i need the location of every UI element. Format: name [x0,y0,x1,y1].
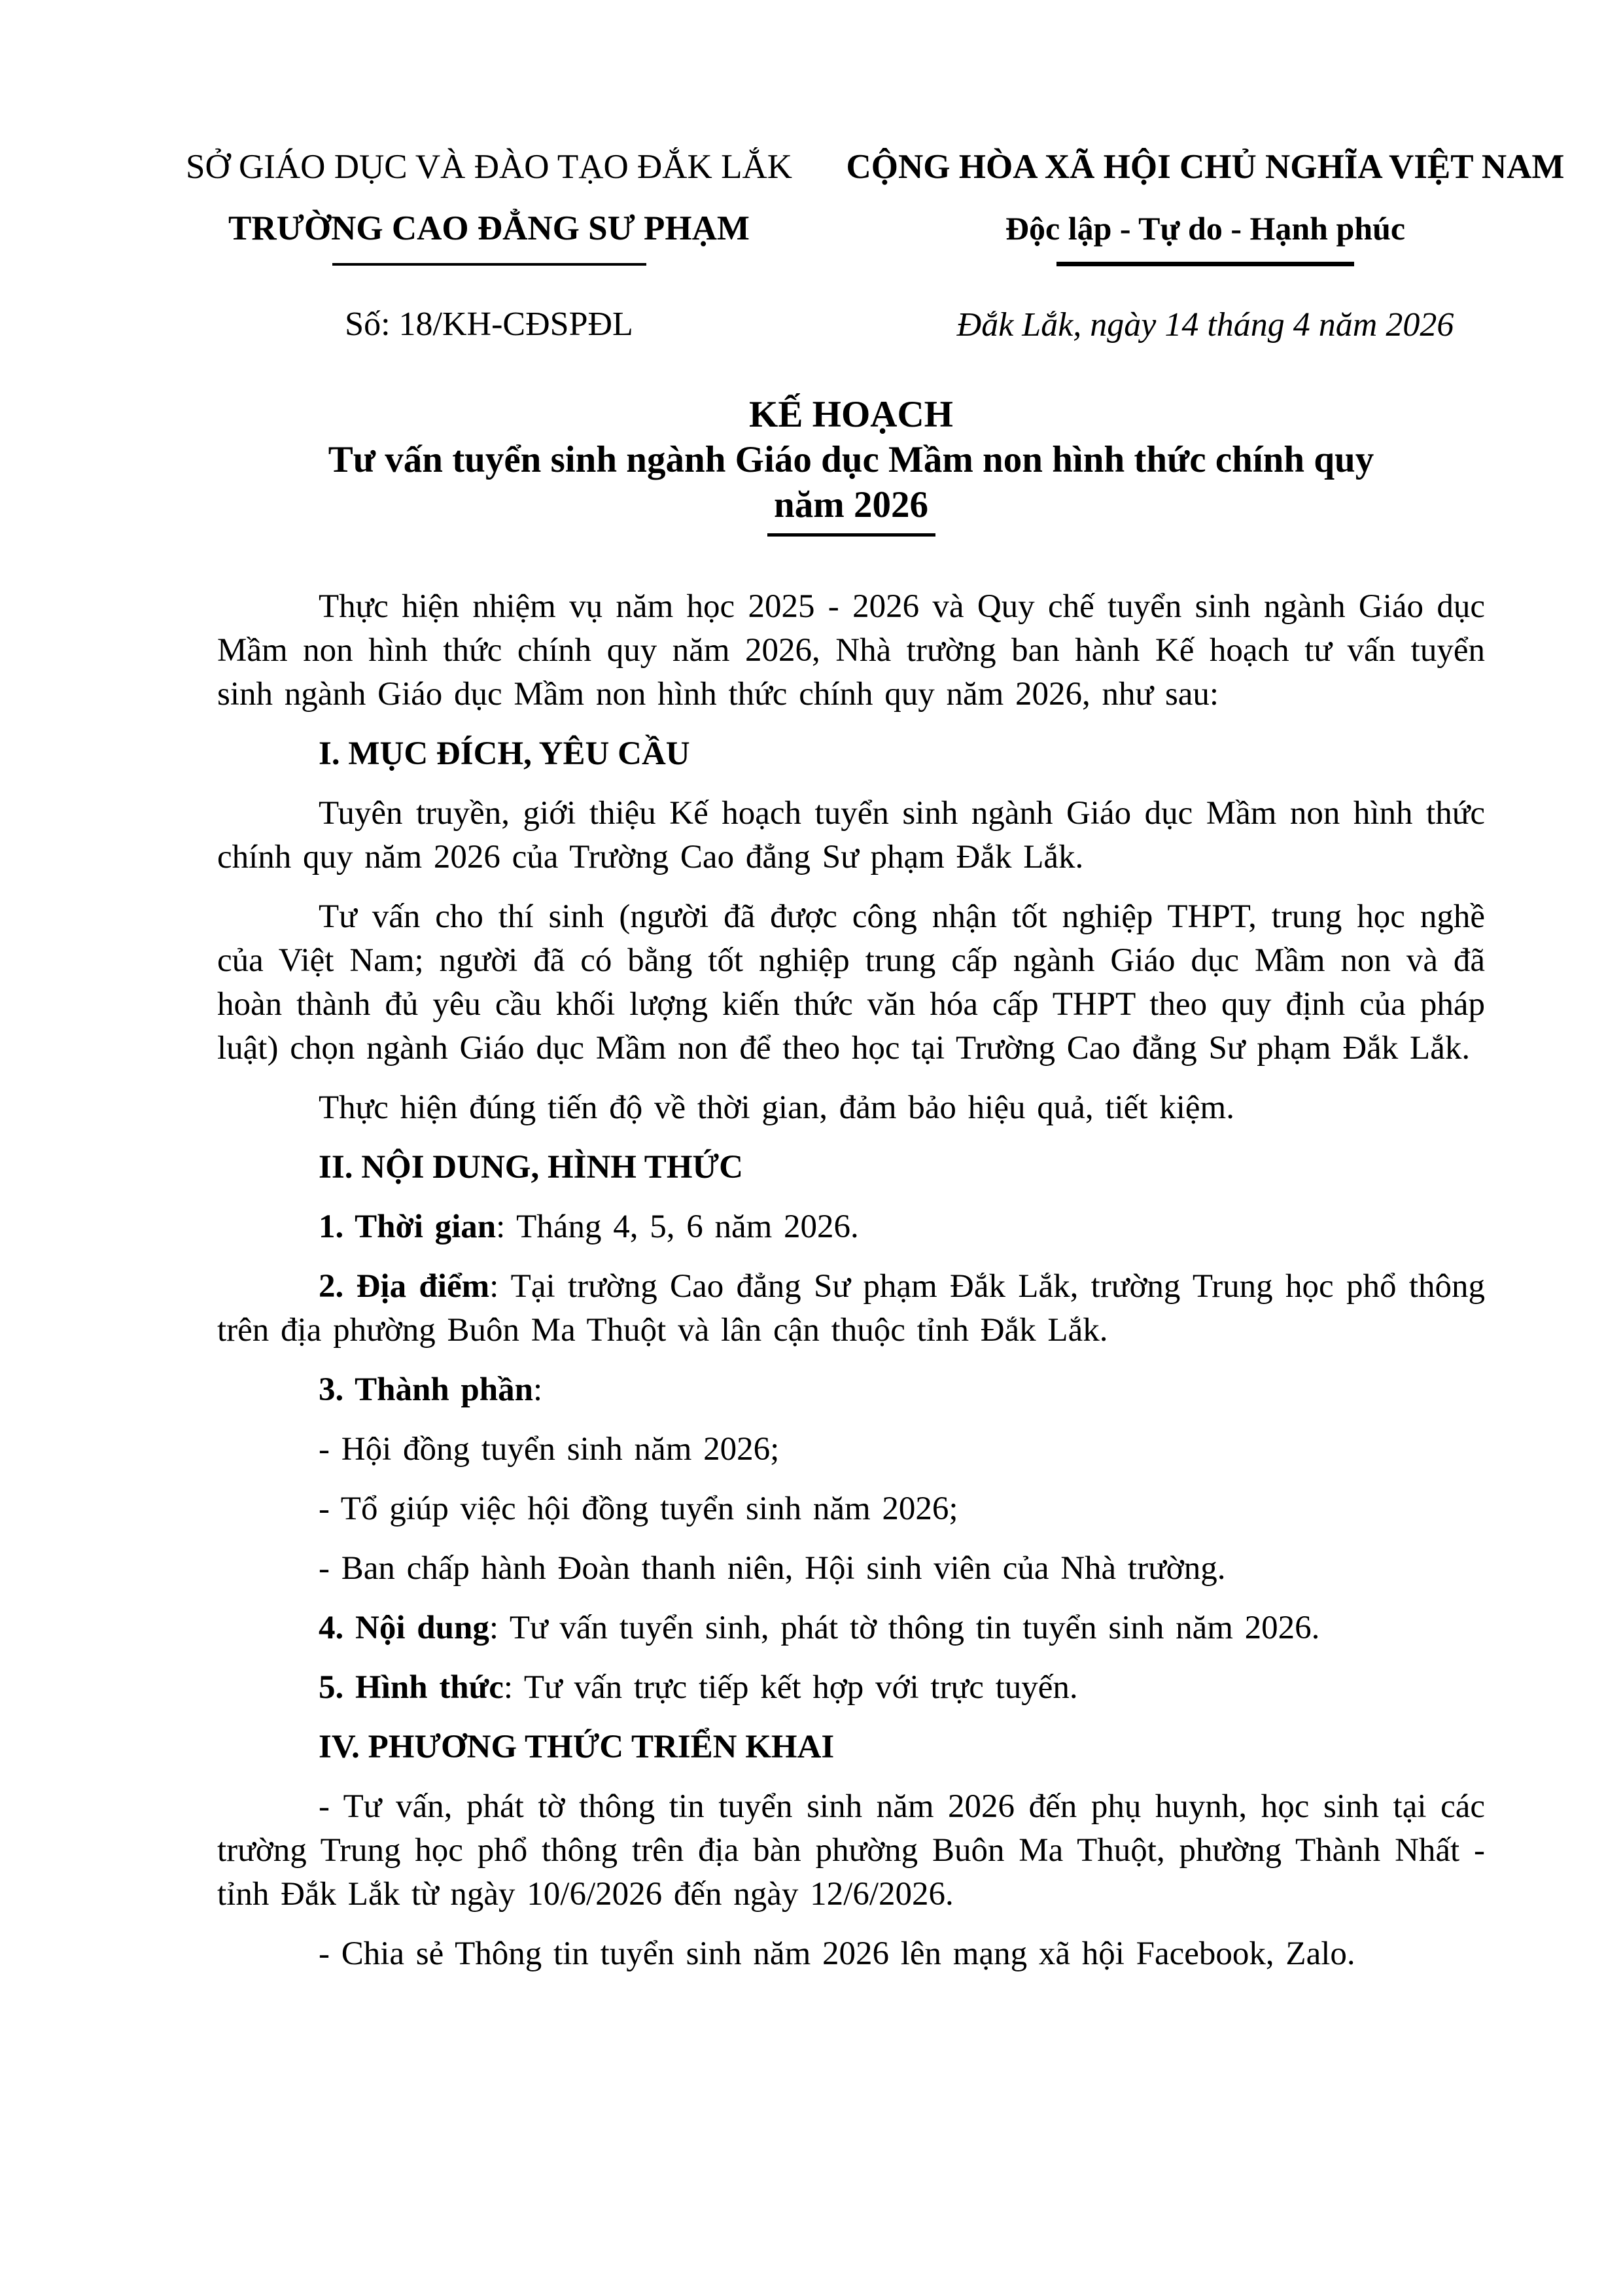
item-content-text: : Tư vấn tuyển sinh, phát tờ thông tin tuyển sinh năm 2026. [489,1610,1320,1646]
item-participants-text: : [533,1371,543,1408]
place-date-line: Đắk Lắk, ngày 14 tháng 4 năm 2026 [956,306,1454,344]
parent-agency-name: SỞ GIÁO DỤC VÀ ĐÀO TẠO ĐẮK LẮK [185,148,792,186]
school-name: TRƯỜNG CAO ĐẲNG SƯ PHẠM [228,209,750,247]
list-item-youth-union: - Ban chấp hành Đoàn thanh niên, Hội sinh viên của Nhà trường. [319,1550,1226,1587]
item-participants-label: 3. Thành phần [319,1371,534,1408]
title-underline [767,533,935,537]
section-heading-i: I. MỤC ĐÍCH, YÊU CẦU [319,735,690,772]
item-time-label: 1. Thời gian [319,1209,497,1245]
item-content [217,1606,1485,1650]
motto-underline [1056,262,1354,266]
paragraph-purpose-2: Tư vấn cho thí sinh (người đã được công nhận tốt nghiệp THPT, trung học nghề của Việt Nam; người đã có bằng tốt nghiệp trung cấp ngành Giáo dục Mầm non và đã hoàn thành đủ yêu cầu khối lượng kiến thức văn hóa cấp THPT theo quy định của pháp luật) chọn ngành Giáo dục Mầm non để theo học tại Trường Cao đẳng Sư phạm Đắk Lắk. [217,898,1485,1067]
list-item-consulting: - Tư vấn, phát tờ thông tin tuyển sinh năm 2026 đến phụ huynh, học sinh tại các trường Trung học phổ thông trên địa bàn phường Buôn Ma Thuột, phường Thành Nhất - tỉnh Đắk Lắk từ ngày 10/6/2026 đến ngày 12/6/2026. [217,1788,1485,1913]
title-line-1: KẾ HOẠCH [749,394,953,435]
item-location-label: 2. Địa điểm [319,1268,490,1305]
school-name-underline [332,263,646,266]
doc-number: Số: 18/KH-CĐSPĐL [345,306,633,343]
item-time-text: : Tháng 4, 5, 6 năm 2026. [496,1209,859,1245]
list-item-social-media: - Chia sẻ Thông tin tuyển sinh năm 2026 lên mạng xã hội Facebook, Zalo. [319,1935,1355,1972]
document-body [217,585,1485,1976]
item-format-text: : Tư vấn trực tiếp kết hợp với trực tuyến. [503,1669,1078,1706]
paragraph-purpose-1: Tuyên truyền, giới thiệu Kế hoạch tuyển sinh ngành Giáo dục Mầm non hình thức chính quy năm 2026 của Trường Cao đẳng Sư phạm Đắk Lắk. [217,795,1485,875]
item-participants [217,1368,1485,1412]
list-item-council: - Hội đồng tuyển sinh năm 2026; [319,1431,780,1468]
list-item-support-team: - Tổ giúp việc hội đồng tuyển sinh năm 2026; [319,1491,958,1527]
document-title [217,392,1485,537]
paragraph-purpose-3: Thực hiện đúng tiến độ về thời gian, đảm bảo hiệu quả, tiết kiệm. [319,1089,1234,1126]
national-motto: Độc lập - Tự do - Hạnh phúc [1005,210,1406,247]
title-line-3: năm 2026 [774,484,928,525]
item-location-text: : Tại trường Cao đẳng Sư phạm Đắk Lắk, trường Trung học phổ thông trên địa phường Buôn Ma Thuột và lân cận thuộc tỉnh Đắk Lắk. [217,1268,1485,1349]
item-location [217,1265,1485,1352]
section-heading-ii: II. NỘI DUNG, HÌNH THỨC [319,1149,743,1186]
title-line-2: Tư vấn tuyển sinh ngành Giáo dục Mầm non hình thức chính quy [328,439,1374,480]
document-header [167,0,1599,346]
paragraph-intro: Thực hiện nhiệm vụ năm học 2025 - 2026 và Quy chế tuyển sinh ngành Giáo dục Mầm non hình thức chính quy năm 2026, Nhà trường ban hành Kế hoạch tư vấn tuyển sinh ngành Giáo dục Mầm non hình thức chính quy năm 2026, như sau: [217,588,1485,713]
national-title: CỘNG HÒA XÃ HỘI CHỦ NGHĨA VIỆT NAM [846,148,1565,186]
national-header-block [811,145,1599,346]
item-format [217,1666,1485,1710]
section-heading-iv: IV. PHƯƠNG THỨC TRIỂN KHAI [319,1729,835,1765]
issuing-agency-block [167,145,811,346]
item-content-label: 4. Nội dung [319,1610,489,1646]
item-format-label: 5. Hình thức [319,1669,504,1706]
item-time [217,1205,1485,1249]
